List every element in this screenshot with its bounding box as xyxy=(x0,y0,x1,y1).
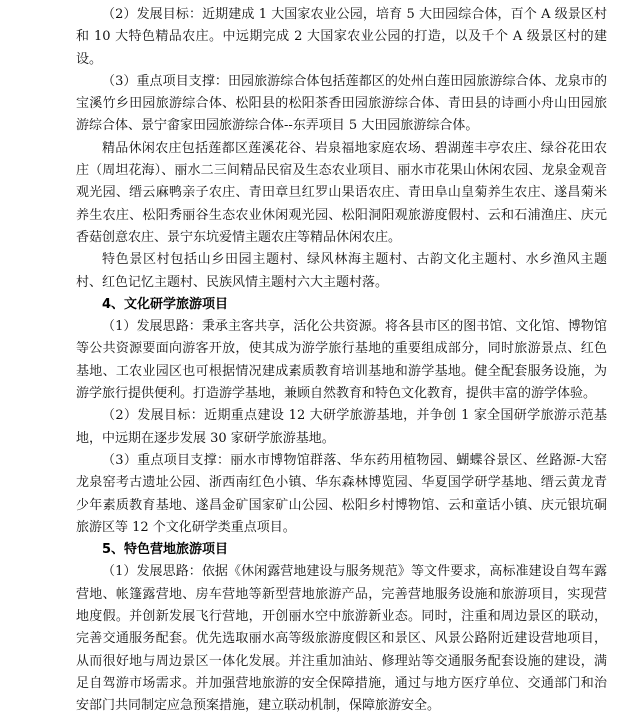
paragraph-study-goals: （2）发展目标：近期重点建设 12 大研学旅游基地，并争创 1 家全国研学旅游示范基地，中远期在逐步发展 30 家研学旅游基地。 xyxy=(76,408,607,446)
paragraph-boutique-farms: 精品休闲农庄包括莲都区莲溪花谷、岩泉福地家庭农场、碧湖莲丰亭农庄、绿谷花田农庄（周坦花海）、丽水二三间精品民宿及生态农业项目、丽水市花果山休闲农园、龙泉金观音观光园、缙云麻鸭亲子农庄、青田章旦红罗山果语农庄、青田阜山皇菊养生农庄、遂昌菊米养生农庄、松阳秀丽谷生态农业休闲观光园、松阳洞阳观旅游度假村、云和石浦渔庄、庆元香菇创意农庄、景宁东坑爱情主题农庄等精品休闲农庄。 xyxy=(76,140,607,245)
paragraph-development-goals-rural: （2）发展目标：近期建成 1 大国家农业公园，培育 5 大田园综合体，百个 A 级景区村和 10 大特色精品农庄。中远期完成 2 大国家农业公园的打造，以及千个 A 级景区村的建设。 xyxy=(76,7,607,67)
paragraph-study-key-projects: （3）重点项目支撑：丽水市博物馆群落、华东药用植物园、蝴蝶谷景区、丝路源-大窑龙泉窑考古遗址公园、浙西南红色小镇、华东森林博览园、华夏国学研学基地、缙云黄龙青少年素质教育基地、遂昌金矿国家矿山公园、松阳乡村博物馆、云和童话小镇、庆元银坑硐旅游区等 12 个文化研学类重点项目。 xyxy=(76,452,607,535)
paragraph-camping-approach: （1）发展思路：依据《休闲露营地建设与服务规范》等文件要求，高标准建设自驾车露营地、帐篷露营地、房车营地等新型营地旅游产品，完善营地服务设施和旅游项目，实现营地度假。并创新发展飞行营地，开创丽水空中旅游新业态。同时，注重和周边景区的联动，完善交通服务配套。优先选取丽水高等级旅游度假区和景区、风景公路附近建设营地项目，从而很好地与周边景区一体化发展。并注重加油站、修理站等交通服务配套设施的建设，满足自驾游市场需求。并加强营地旅游的安全保障措施，通过与地方医疗单位、交通部门和治安部门共同制定应急预案措施，建立联动机制，保障旅游安全。 xyxy=(76,564,607,714)
paragraph-key-projects-rural: （3）重点项目支撑：田园旅游综合体包括莲都区的处州白莲田园旅游综合体、龙泉市的宝溪竹乡田园旅游综合体、松阳县的松阳茶香田园旅游综合体、青田县的诗画小舟山田园旅游综合体、景宁畲家田园旅游综合体--东弄项目 5 大田园旅游综合体。 xyxy=(76,73,607,134)
section-heading-culture-study: 4、文化研学旅游项目 xyxy=(102,296,229,312)
paragraph-study-approach: （1）发展思路：秉承主客共享，活化公共资源。将各县市区的图书馆、文化馆、博物馆等公共资源要面向游客开放，使其成为游学旅行基地的重要组成部分，同时旅游景点、红色基地、工农业园区也可根据情况建成素质教育培训基地和游学基地。健全配套服务设施，为游学旅行提供便利。打造游学基地，兼顾自然教育和特色文化教育，提供丰富的游学体验。 xyxy=(76,319,607,402)
section-heading-camping: 5、特色营地旅游项目 xyxy=(102,542,229,558)
paragraph-featured-villages: 特色景区村包括山乡田园主题村、绿风林海主题村、古韵文化主题村、水乡渔风主题村、红色记忆主题村、民族风情主题村六大主题村落。 xyxy=(76,252,607,290)
